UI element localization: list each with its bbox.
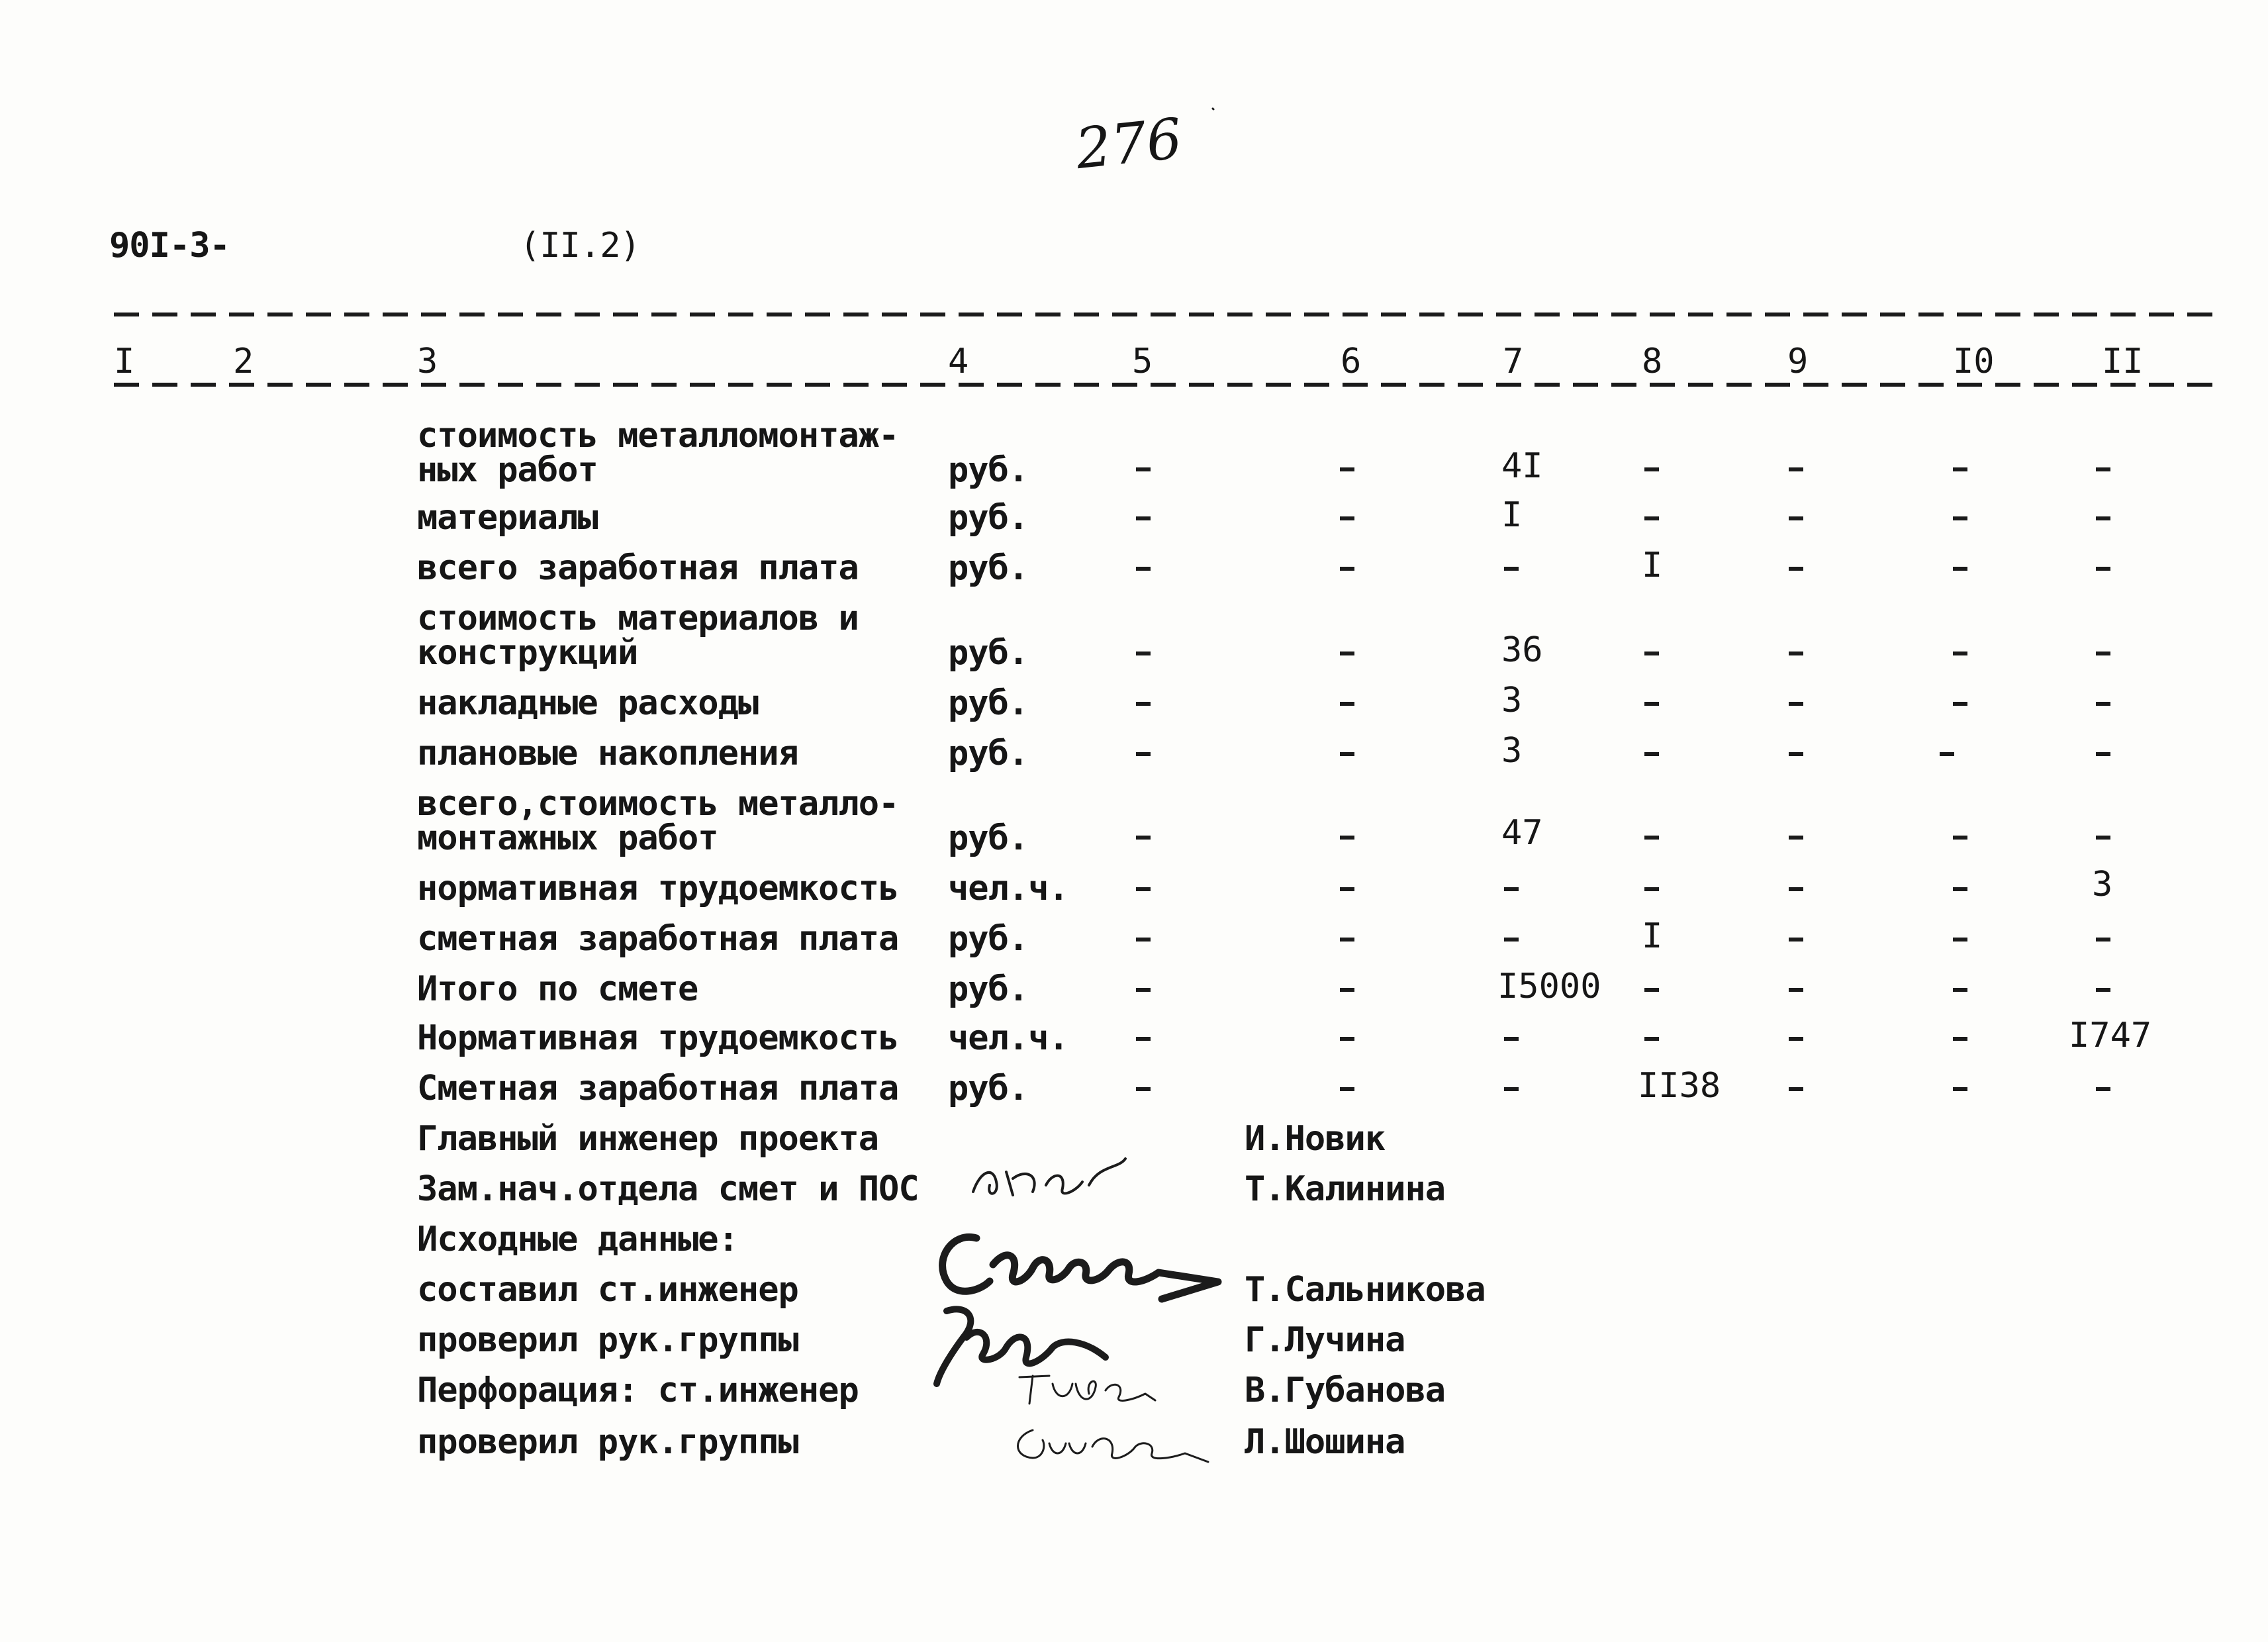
- row-unit: чел.ч.: [948, 1018, 1068, 1058]
- signature-role: проверил рук.группы: [417, 1320, 798, 1360]
- signature-role: проверил рук.группы: [417, 1422, 798, 1462]
- empty-cell-dash: [1340, 652, 1354, 655]
- value-col7: 47: [1501, 813, 1543, 853]
- empty-cell-dash: [1340, 938, 1354, 942]
- handwritten-signature: [1013, 1364, 1165, 1410]
- row-unit: руб.: [948, 969, 1029, 1009]
- empty-cell-dash: [2096, 516, 2110, 520]
- empty-cell-dash: [1644, 887, 1659, 891]
- column-header: I: [114, 342, 135, 381]
- row-name: монтажных работ: [417, 818, 718, 858]
- row-unit: руб.: [948, 734, 1029, 773]
- value-col7: I: [1501, 495, 1523, 535]
- row-unit: чел.ч.: [948, 869, 1068, 908]
- row-name: Нормативная трудоемкость: [417, 1018, 899, 1058]
- page-number: 276: [1072, 105, 1186, 182]
- empty-cell-dash: [1340, 887, 1354, 891]
- row-name: стоимость материалов и: [417, 599, 859, 638]
- column-header: 4: [948, 342, 969, 381]
- value-col7: 4I: [1501, 446, 1543, 486]
- empty-cell-dash: [1789, 1037, 1803, 1041]
- empty-cell-dash: [1789, 938, 1803, 942]
- row-name: плановые накопления: [417, 734, 798, 773]
- row-name: конструкций: [417, 633, 638, 673]
- value-col7: I5000: [1497, 967, 1601, 1006]
- header-dashed-rule: [114, 383, 2212, 387]
- value-col7: 36: [1501, 630, 1543, 670]
- empty-cell-dash: [1136, 652, 1151, 655]
- empty-cell-dash: [1136, 887, 1151, 891]
- value-col8: I: [1642, 546, 1663, 585]
- empty-cell-dash: [1340, 988, 1354, 992]
- empty-cell-dash: [1644, 752, 1659, 756]
- empty-cell-dash: [1504, 1037, 1519, 1041]
- empty-cell-dash: [1504, 938, 1519, 942]
- empty-cell-dash: [1340, 467, 1354, 471]
- empty-cell-dash: [1340, 1037, 1354, 1041]
- empty-cell-dash: [1953, 988, 1967, 992]
- empty-cell-dash: [1136, 516, 1151, 520]
- empty-cell-dash: [1789, 887, 1803, 891]
- handwritten-signature: [1006, 1417, 1225, 1470]
- empty-cell-dash: [1789, 652, 1803, 655]
- signature-name: И.Новик: [1245, 1119, 1386, 1159]
- empty-cell-dash: [1504, 567, 1519, 571]
- empty-cell-dash: [1644, 652, 1659, 655]
- row-unit: руб.: [948, 450, 1029, 490]
- empty-cell-dash: [1789, 752, 1803, 756]
- row-name: нормативная трудоемкость: [417, 869, 899, 908]
- signature-name: Т.Сальникова: [1245, 1270, 1486, 1310]
- value-col11: 3: [2092, 865, 2113, 904]
- row-name: Итого по смете: [417, 969, 698, 1009]
- column-header: I0: [1953, 342, 1995, 381]
- empty-cell-dash: [1953, 938, 1967, 942]
- row-name: Сметная заработная плата: [417, 1069, 899, 1108]
- value-col11: I747: [2069, 1016, 2152, 1055]
- column-header: II: [2102, 342, 2144, 381]
- empty-cell-dash: [1340, 567, 1354, 571]
- value-col7: 3: [1501, 681, 1523, 720]
- column-header: 9: [1787, 342, 1809, 381]
- row-unit: руб.: [948, 919, 1029, 959]
- value-col8: II38: [1638, 1066, 1721, 1106]
- row-name: накладные расходы: [417, 683, 759, 723]
- empty-cell-dash: [1340, 516, 1354, 520]
- empty-cell-dash: [2096, 702, 2110, 706]
- empty-cell-dash: [2096, 752, 2110, 756]
- signature-role: Зам.нач.отдела смет и ПОС: [417, 1169, 919, 1209]
- column-header: 2: [233, 342, 254, 381]
- empty-cell-dash: [1136, 988, 1151, 992]
- empty-cell-dash: [1789, 1087, 1803, 1091]
- empty-cell-dash: [1340, 1087, 1354, 1091]
- empty-cell-dash: [2096, 938, 2110, 942]
- value-col8: I: [1642, 916, 1663, 956]
- empty-cell-dash: [1136, 938, 1151, 942]
- empty-cell-dash: [1953, 652, 1967, 655]
- value-col7: 3: [1501, 731, 1523, 771]
- empty-cell-dash: [2096, 652, 2110, 655]
- empty-cell-dash: [2096, 467, 2110, 471]
- row-unit: руб.: [948, 633, 1029, 673]
- row-unit: руб.: [948, 683, 1029, 723]
- empty-cell-dash: [1340, 752, 1354, 756]
- signature-name: Т.Калинина: [1245, 1169, 1446, 1209]
- empty-cell-dash: [1789, 702, 1803, 706]
- column-header: 8: [1642, 342, 1663, 381]
- row-name: сметная заработная плата: [417, 919, 899, 959]
- signature-name: Л.Шошина: [1245, 1422, 1405, 1462]
- empty-cell-dash: [1789, 836, 1803, 840]
- signature-name: В.Губанова: [1245, 1371, 1446, 1410]
- empty-cell-dash: [1136, 702, 1151, 706]
- empty-cell-dash: [1789, 467, 1803, 471]
- empty-cell-dash: [1644, 516, 1659, 520]
- empty-cell-dash: [1644, 836, 1659, 840]
- empty-cell-dash: [1953, 702, 1967, 706]
- handwritten-signature: [927, 1218, 1238, 1311]
- row-name: стоимость металломонтаж-: [417, 416, 899, 456]
- signature-name: Г.Лучина: [1245, 1320, 1405, 1360]
- row-unit: руб.: [948, 1069, 1029, 1108]
- signature-role: Исходные данные:: [417, 1220, 738, 1259]
- empty-cell-dash: [1340, 836, 1354, 840]
- column-header: 6: [1341, 342, 1362, 381]
- empty-cell-dash: [1953, 1087, 1967, 1091]
- empty-cell-dash: [1953, 1037, 1967, 1041]
- empty-cell-dash: [2096, 1087, 2110, 1091]
- empty-cell-dash: [1136, 467, 1151, 471]
- signature-role: составил ст.инженер: [417, 1270, 798, 1310]
- empty-cell-dash: [1940, 752, 1954, 756]
- empty-cell-dash: [2096, 836, 2110, 840]
- row-name: материалы: [417, 498, 598, 538]
- empty-cell-dash: [1644, 702, 1659, 706]
- row-unit: руб.: [948, 548, 1029, 588]
- empty-cell-dash: [1789, 516, 1803, 520]
- column-header: 5: [1132, 342, 1153, 381]
- empty-cell-dash: [1644, 467, 1659, 471]
- empty-cell-dash: [1953, 467, 1967, 471]
- document-code: 90I-3-: [109, 226, 230, 266]
- empty-cell-dash: [1136, 752, 1151, 756]
- empty-cell-dash: [1504, 887, 1519, 891]
- scan-speck: [1210, 106, 1217, 113]
- empty-cell-dash: [1953, 516, 1967, 520]
- signature-role: Главный инженер проекта: [417, 1119, 879, 1159]
- row-unit: руб.: [948, 818, 1029, 858]
- empty-cell-dash: [1136, 836, 1151, 840]
- empty-cell-dash: [1953, 567, 1967, 571]
- row-unit: руб.: [948, 498, 1029, 538]
- section-number: (II.2): [520, 226, 640, 266]
- row-name: всего,стоимость металло-: [417, 784, 899, 824]
- empty-cell-dash: [1644, 988, 1659, 992]
- empty-cell-dash: [2096, 988, 2110, 992]
- column-header: 7: [1503, 342, 1524, 381]
- empty-cell-dash: [1953, 887, 1967, 891]
- empty-cell-dash: [1789, 988, 1803, 992]
- empty-cell-dash: [1644, 1037, 1659, 1041]
- empty-cell-dash: [1953, 836, 1967, 840]
- signature-role: Перфорация: ст.инженер: [417, 1371, 859, 1410]
- handwritten-signature: [967, 1145, 1139, 1205]
- empty-cell-dash: [1340, 702, 1354, 706]
- empty-cell-dash: [2096, 567, 2110, 571]
- row-name: ных работ: [417, 450, 598, 490]
- empty-cell-dash: [1136, 567, 1151, 571]
- empty-cell-dash: [1136, 1087, 1151, 1091]
- empty-cell-dash: [1504, 1087, 1519, 1091]
- empty-cell-dash: [1789, 567, 1803, 571]
- row-name: всего заработная плата: [417, 548, 859, 588]
- empty-cell-dash: [1136, 1037, 1151, 1041]
- column-header: 3: [417, 342, 438, 381]
- top-dashed-rule: [114, 313, 2212, 316]
